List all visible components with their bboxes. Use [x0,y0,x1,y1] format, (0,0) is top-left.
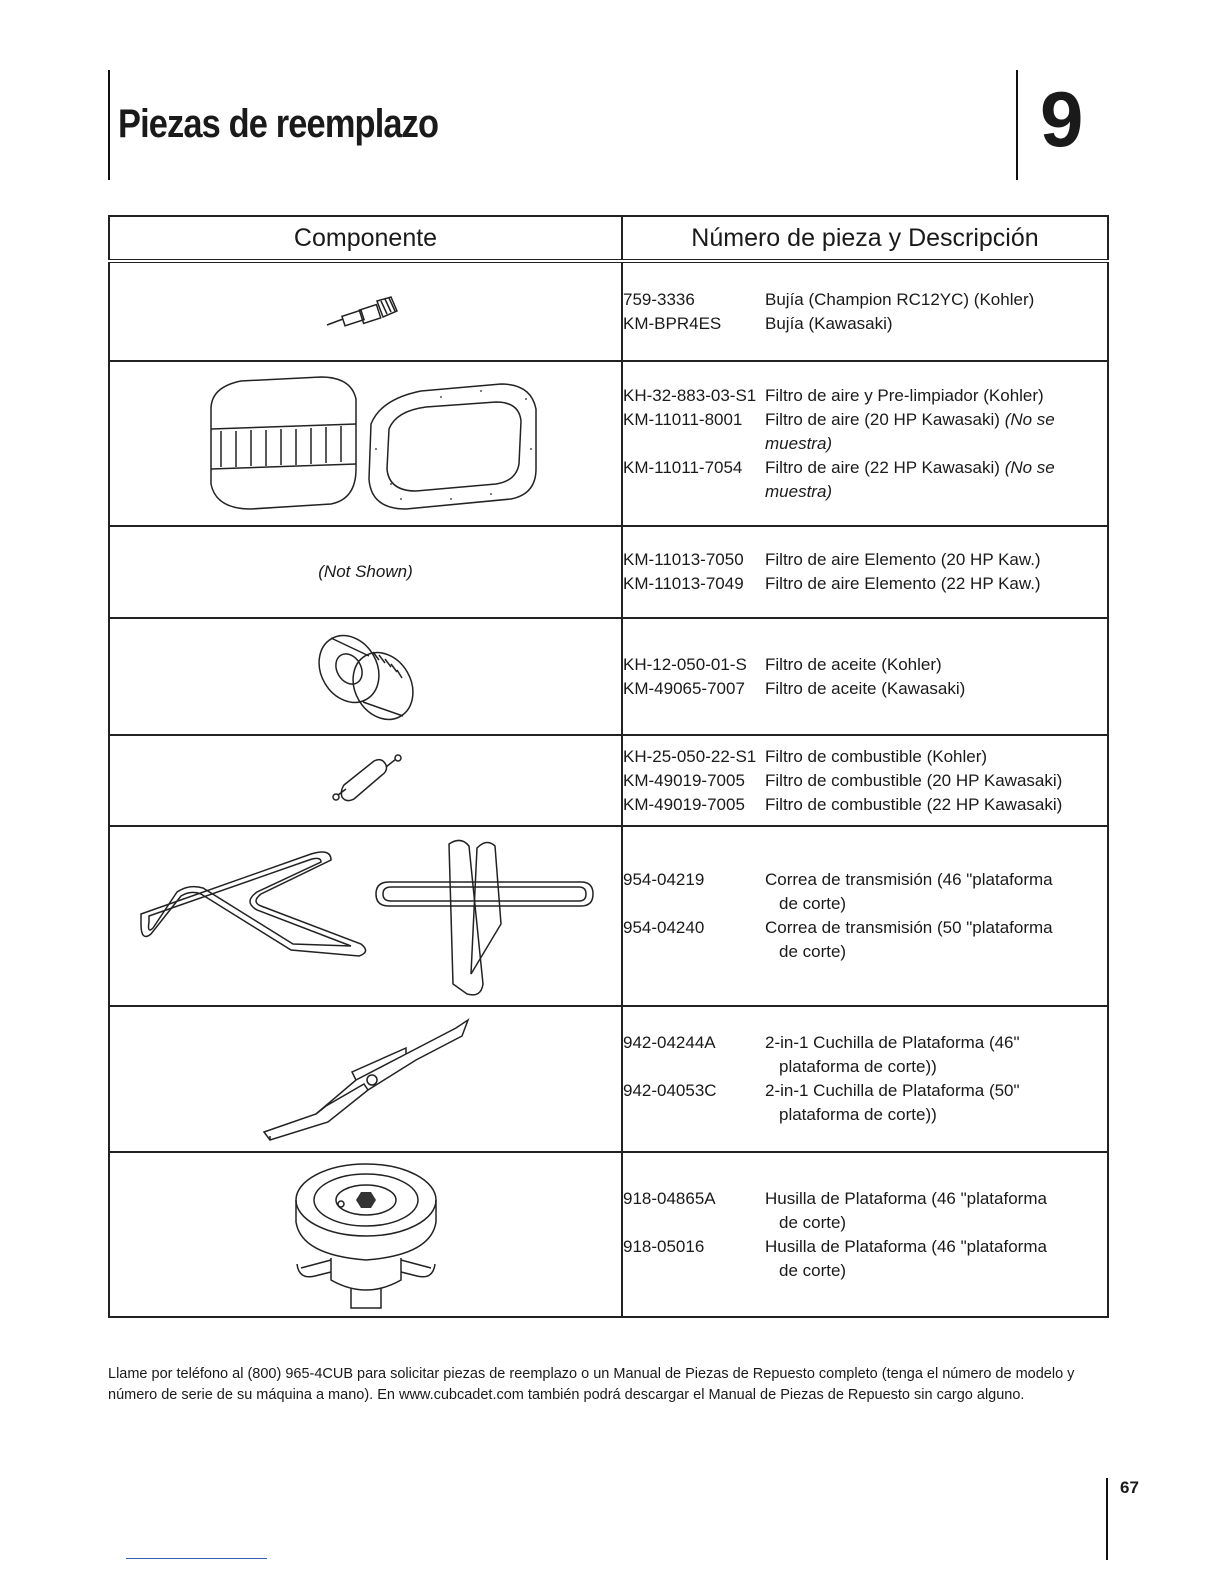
part-note: (No se muestra) [765,457,1055,501]
part-description-continued: de corte) [779,894,847,913]
part-number: KM-11013-7050 [623,550,744,569]
part-number: 918-04865A [623,1188,716,1208]
part-number: KM-49019-7005 [623,770,745,790]
part-description-cell [622,1152,1108,1317]
part-description-continued: plataforma de corte)) [779,1057,937,1076]
part-line [623,384,1107,408]
chapter-rule [1016,70,1018,180]
page-number-rule [1106,1478,1108,1560]
part-line [623,653,1107,677]
part-description: Correa de transmisión (50 "plataforma [765,918,1053,937]
table-row [109,618,1108,735]
part-number: KH-25-050-22-S1 [623,746,757,766]
table-row [109,1006,1108,1152]
part-line [623,1235,1107,1283]
title-left-rule [108,70,110,180]
table-row [109,261,1108,361]
component-image-cell [109,1006,622,1152]
part-description-cell [622,526,1108,618]
part-description: Bujía (Kawasaki) [765,313,893,333]
part-line [623,1031,1107,1079]
part-description: Filtro de combustible (20 HP Kawasaki) [765,770,1063,790]
part-line [623,793,1107,817]
part-number: KM-11011-8001 [623,409,743,429]
part-line [623,745,1107,769]
part-line [623,1079,1107,1127]
part-description: Correa de transmisión (46 "plataforma [765,870,1053,889]
part-line [623,677,1107,701]
part-description-cell [622,735,1108,826]
part-number: 942-04244A [623,1033,716,1052]
part-line [623,1187,1107,1235]
part-description: Filtro de combustible (22 HP Kawasaki) [765,794,1063,814]
part-description: Filtro de aire Elemento (22 HP Kaw.) [765,574,1041,593]
part-description-cell [622,618,1108,735]
component-image-cell [109,826,622,1006]
not-shown-label: (Not Shown) [318,562,413,581]
part-description: Filtro de aire (20 HP Kawasaki) [765,409,1000,429]
part-number: KH-32-883-03-S1 [623,385,757,405]
part-description: Husilla de Plataforma (46 "plataforma [765,1188,1047,1208]
chapter-number: 9 [1040,75,1084,163]
part-line [623,408,1107,456]
page-title: Piezas de reemplazo [118,102,439,146]
part-line [623,456,1107,504]
part-description-cell [622,1006,1108,1152]
column-header-part-description: Número de pieza y Descripción [622,216,1108,261]
part-number: 942-04053C [623,1081,717,1100]
table-header-row [109,216,1108,261]
part-number: 918-05016 [623,1236,705,1256]
part-number: KH-12-050-01-S [623,654,747,674]
table-row [109,526,1108,618]
fuel-filter-illustration [326,751,406,811]
table-row [109,735,1108,826]
part-line [623,312,1107,336]
part-description: Filtro de aceite (Kohler) [765,654,942,674]
part-description: Filtro de aire (22 HP Kawasaki) [765,457,1000,477]
part-number: 954-04240 [623,918,705,937]
table-row [109,361,1108,526]
part-description: 2-in-1 Cuchilla de Plataforma (50" [765,1081,1020,1100]
spark-plug-illustration [321,287,411,337]
component-image-cell [109,618,622,735]
component-image-cell [109,1152,622,1317]
column-header-component: Componente [109,216,622,261]
part-line [623,769,1107,793]
parts-table [108,215,1109,1318]
part-line [623,288,1107,312]
part-line [623,548,1107,572]
part-line [623,916,1107,964]
footer-note: Llame por teléfono al (800) 965-4CUB para solicitar piezas de reemplazo o un Manual de Piezas de Repuesto completo (tenga el número de modelo y número de serie de su máquina a mano). En www.cubcadet.com también podrá descargar el Manual de Piezas de Repuesto sin cargo alguno. [108,1366,1075,1403]
component-image-cell [109,735,622,826]
part-description-cell [622,361,1108,526]
component-image-cell [109,361,622,526]
part-description-continued: de corte) [779,942,847,961]
part-line [623,572,1107,596]
part-description-cell [622,261,1108,361]
component-image-cell [109,261,622,361]
part-description: 2-in-1 Cuchilla de Plataforma (46" [765,1033,1020,1052]
oil-filter-illustration [311,624,421,729]
air-filter-illustration [191,369,541,519]
component-image-cell [109,526,622,618]
part-note: (No se muestra) [765,409,1055,453]
part-number: KM-11011-7054 [623,457,743,477]
part-description: Filtro de aceite (Kawasaki) [765,678,966,698]
part-number: KM-11013-7049 [623,574,744,593]
part-description: Filtro de combustible (Kohler) [765,746,988,766]
part-description-continued: de corte) [779,1260,847,1280]
part-description-cell [622,826,1108,1006]
table-row [109,826,1108,1006]
part-description: Husilla de Plataforma (46 "plataforma [765,1236,1047,1256]
part-number: KM-BPR4ES [623,313,722,333]
part-line [623,868,1107,916]
drive-belts-illustration [131,834,601,999]
spindle-illustration [291,1160,441,1310]
bottom-rule [126,1558,267,1559]
part-number: KM-49019-7005 [623,794,745,814]
page-number: 67 [1120,1478,1139,1497]
part-description-continued: de corte) [779,1212,847,1232]
part-number: 954-04219 [623,870,705,889]
part-number: 759-3336 [623,289,695,309]
part-description: Bujía (Champion RC12YC) (Kohler) [765,289,1035,309]
table-row [109,1152,1108,1317]
part-description: Filtro de aire Elemento (20 HP Kaw.) [765,550,1041,569]
part-description: Filtro de aire y Pre-limpiador (Kohler) [765,385,1044,405]
part-description-continued: plataforma de corte)) [779,1105,937,1124]
part-number: KM-49065-7007 [623,678,745,698]
mower-blade-illustration [256,1014,476,1144]
